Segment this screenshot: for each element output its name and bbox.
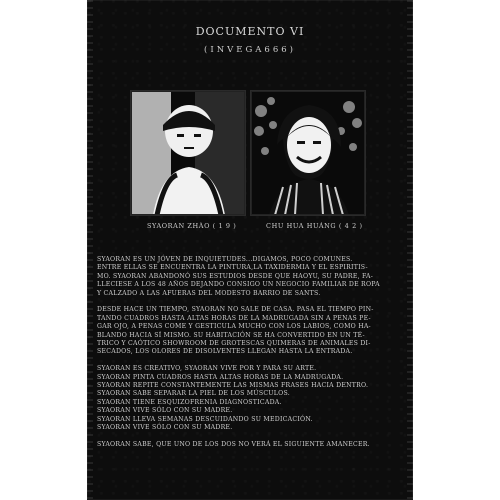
paragraph-3-line-4: SYAORAN SABE SEPARAR LA PIEL DE LOS MÚSCULOS. <box>97 390 290 398</box>
paragraph-3-line-5: SYAORAN TIENE ESQUIZOFRENIA DIAGNOSTICADA. <box>97 398 282 406</box>
paragraph-3-line-7: SYAORAN LLEVA SEMANAS DESCUIDANDO SU MEDICACIÓN. <box>97 415 313 423</box>
paragraph-3-line-2: SYAORAN PINTA CUADROS HASTA ALTAS HORAS DE LA MADRUGADA. <box>97 373 344 381</box>
portrait-woman-icon <box>251 91 365 215</box>
paragraph-3-line-8: SYAORAN VIVE SÓLO CON SU MADRE. <box>97 424 233 432</box>
paragraph-1-line-2: ENTRE ELLAS SE ENCUENTRA LA PINTURA,LA TAXIDERMIA Y EL ESPIRITIS- <box>97 264 368 272</box>
paragraph-2-line-4: BLANDO HACIA SÍ MISMO. SU HABITACIÓN SE HA CONVERTIDO EN UN TÉ- <box>97 331 365 339</box>
paragraph-3-line-6: SYAORAN VIVE SÓLO CON SU MADRE. <box>97 407 233 415</box>
paragraph-2-line-2: TANDO CUADROS HASTA ALTAS HORAS DE LA MADRUGADA SIN A PENAS PE- <box>97 314 371 322</box>
paragraph-1-line-5: Y CALZADO A LAS AFUERAS DEL MODESTO BARRIO DE SANTS. <box>97 289 321 297</box>
paragraph-4 <box>97 441 403 449</box>
photo-left <box>130 90 246 216</box>
paragraph-4-line-1: SYAORAN SABE, QUE UNO DE LOS DOS NO VERÁ EL SIGUIENTE AMANECER. <box>97 440 370 448</box>
page-subtitle: (INVEGA666) <box>204 45 296 55</box>
paragraph-1-line-3: MO. SYAORAN ABANDONÓ SUS ESTUDIOS DESDE QUE HAOYU, SU PADRE, FA- <box>97 272 374 280</box>
document-sheet <box>87 0 413 500</box>
paragraph-3 <box>97 365 403 432</box>
right-edge-texture <box>407 0 413 500</box>
paragraph-1-line-1: SYAORAN ES UN JÓVEN DE INQUIETUDES...DIGAMOS, POCO COMUNES. <box>97 256 353 263</box>
paragraph-2-line-3: GAR OJO, A PENAS COME Y GESTICULA MUCHO CON LOS LABIOS, COMO HA- <box>97 323 371 331</box>
paragraph-2-line-5: TRICO Y CAÓTICO SHOWROOM DE GROTESCAS QUIMERAS DE ANIMALES DI- <box>97 340 371 348</box>
paragraph-2-line-6: SECADOS, LOS OLORES DE DISOLVENTES LLEGAN HASTA LA ENTRADA. <box>97 348 353 356</box>
caption-right: CHU HUA HUÁNG ( 4 2 ) <box>266 222 363 230</box>
body-text <box>97 256 403 458</box>
paragraph-2 <box>97 306 403 356</box>
left-edge-texture <box>87 0 93 500</box>
portrait-boy-icon <box>131 91 245 215</box>
paragraph-1 <box>97 256 403 298</box>
caption-left: SYAORAN ZHÀO ( 1 9 ) <box>147 222 237 230</box>
paragraph-1-line-4: LLECIESE A LOS 48 AÑOS DEJANDO CONSIGO UN NEGOCIO FAMILIAR DE ROPA <box>97 281 380 289</box>
paragraph-3-line-3: SYAORAN REPITE CONSTANTEMENTE LAS MISMAS FRASES HACIA DENTRO. <box>97 382 369 390</box>
paragraph-3-line-1: SYAORAN ES CREATIVO, SYAORAN VIVE POR Y PARA SU ARTE. <box>97 365 317 373</box>
photo-right <box>250 90 366 216</box>
paragraph-2-line-1: DESDE HACE UN TIEMPO, SYAORAN NO SALE DE CASA. PASA EL TIEMPO PIN- <box>97 306 374 314</box>
page-title: DOCUMENTO VI <box>195 25 305 38</box>
